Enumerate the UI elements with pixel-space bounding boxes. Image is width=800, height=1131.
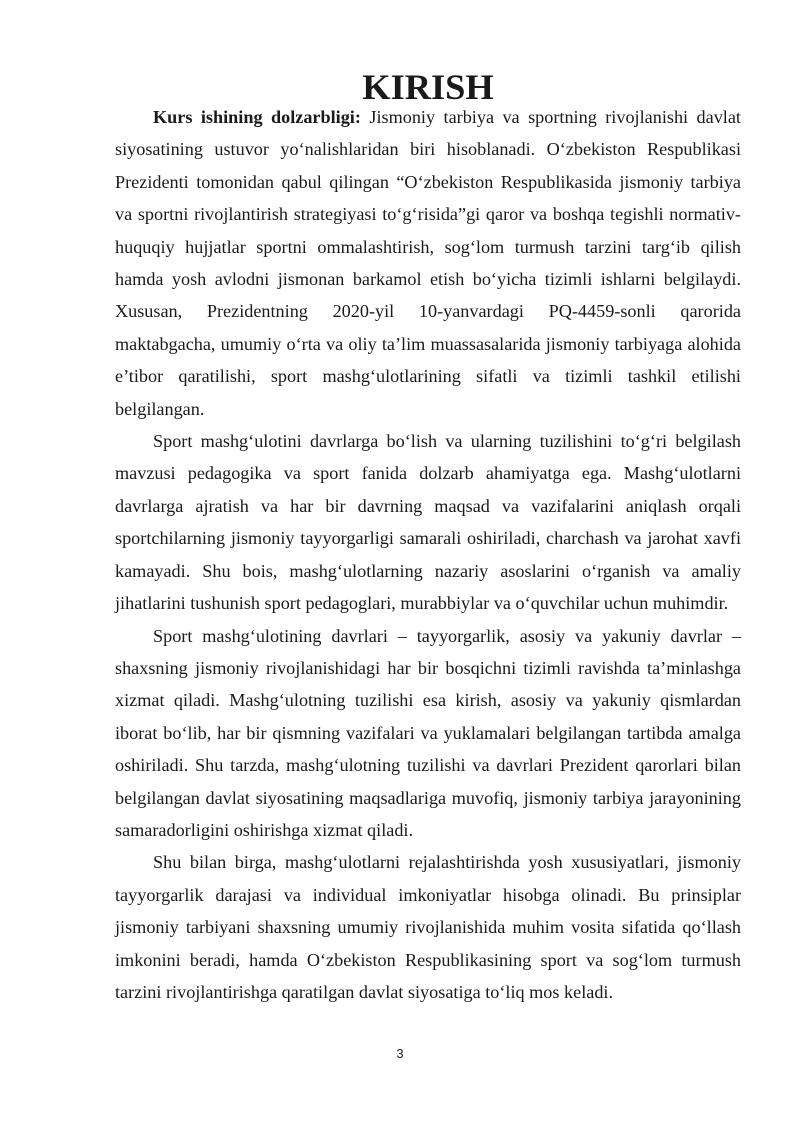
paragraph-relevance (115, 101, 741, 425)
paragraph-planning: Shu bilan birga, mashg‘ulotlarni rejalashtirishda yosh xususiyatlari, jismoniy tayyorgarlik darajasi va individual imkoniyatlar hisobga olinadi. Bu prinsiplar jismoniy tarbiyani shaxsning umumiy rivojlanishida muhim vosita sifatida qo‘llash imkonini beradi, hamda O‘zbekiston Respublikasining sport va sog‘lom turmush tarzini rivojlantirishga qaratilgan davlat siyosatiga to‘liq mos keladi. (115, 852, 741, 1002)
page-number: 3 (396, 1046, 404, 1061)
section-heading: KIRISH (362, 67, 494, 107)
paragraph-periodization: Sport mashg‘ulotini davrlarga bo‘lish va ularning tuzilishini to‘g‘ri belgilash mavzusi pedagogika va sport fanida dolzarb ahamiyatga ega. Mashg‘ulotlarni davrlarga ajratish va har bir davrning maqsad va vazifalarini aniqlash orqali sportchilarning jismoniy tayyorgarligi samarali oshiriladi, charchash va jarohat xavfi kamayadi. Shu bois, mashg‘ulotlarning nazariy asoslarini o‘rganish va amaliy jihatlarini tushunish sport pedagoglari, murabbiylar va o‘quvchilar uchun muhimdir. (115, 431, 741, 614)
page-body (115, 67, 741, 1008)
paragraph-training-structure: Sport mashg‘ulotining davrlari – tayyorgarlik, asosiy va yakuniy davrlar – shaxsning jismoniy rivojlanishidagi har bir bosqichni tizimli ravishda ta’minlashga xizmat qiladi. Mashg‘ulotning tuzilishi esa kirish, asosiy va yakuniy qismlardan iborat bo‘lib, har bir qismning vazifalari va yuklamalari belgilangan tartibda amalga oshiriladi. Shu tarzda, mashg‘ulotning tuzilishi va davrlari Prezident qarorlari bilan belgilangan davlat siyosatining maqsadlariga muvofiq, jismoniy tarbiya jarayonining samaradorligini oshirishga xizmat qiladi. (115, 625, 741, 840)
paragraph-lead: Kurs ishining dolzarbligi: (153, 107, 361, 127)
paragraph-text: Jismoniy tarbiya va sportning rivojlanishi davlat siyosatining ustuvor yo‘nalishlaridan biri hisoblanadi. O‘zbekiston Respublikasi Prezidenti tomonidan qabul qilingan “O‘zbekiston Respublikasida jismoniy tarbiya va sportni rivojlantirish strategiyasi to‘g‘risida”gi qaror va boshqa tegishli normativ-huquqiy hujjatlar sportni ommalashtirish, sog‘lom turmush tarzini targ‘ib qilish hamda yosh avlodni jismonan barkamol etish bo‘yicha tizimli ishlarni belgilaydi. Xususan, Prezidentning 2020-yil 10-yanvardagi PQ-4459-sonli qarorida maktabgacha, umumiy o‘rta va oliy ta’lim muassasalarida jismoniy tarbiyaga alohida e’tibor qaratilishi, sport mashg‘ulotlarining sifatli va tizimli tashkil etilishi belgilangan. (115, 107, 741, 419)
